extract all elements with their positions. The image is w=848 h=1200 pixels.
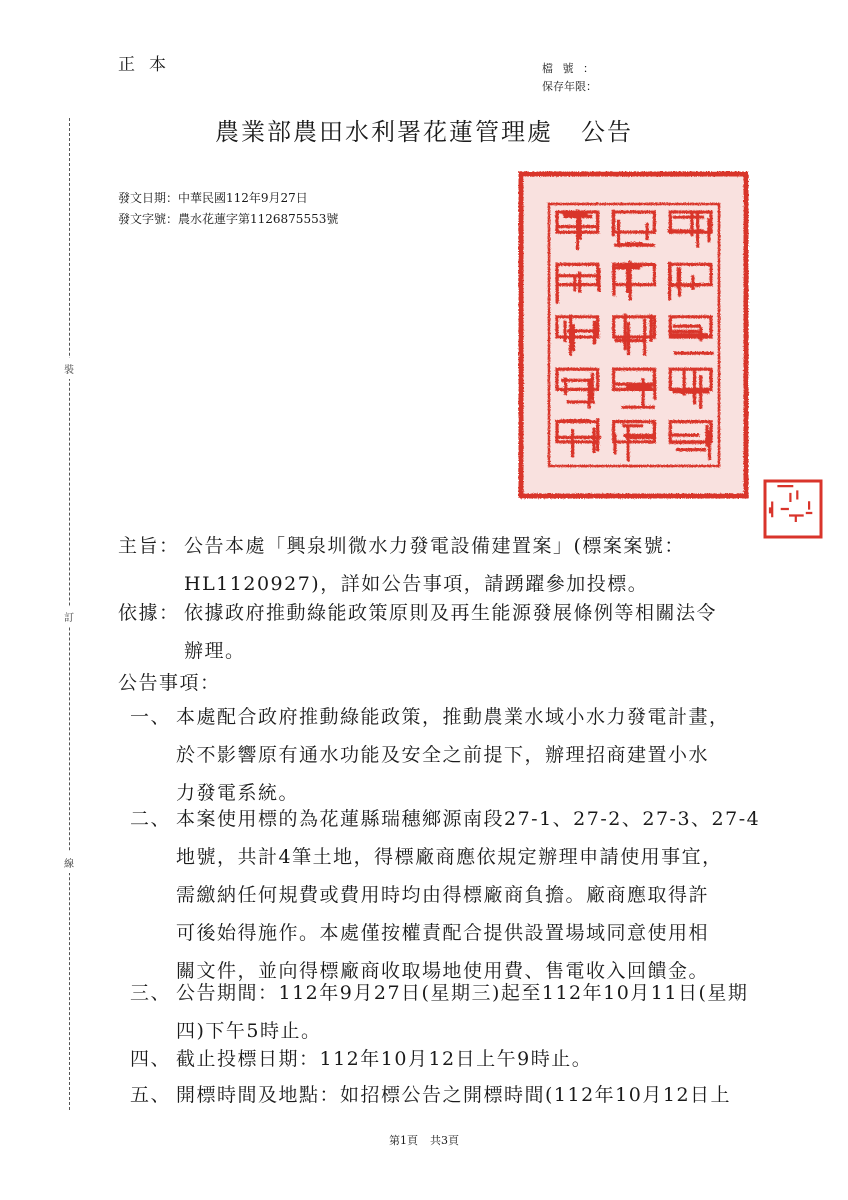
item-line: 開標時間及地點：如招標公告之開標時間(112年10月12日上: [176, 1084, 732, 1106]
page-number: 第1頁: [389, 1134, 418, 1147]
document-type: 公告: [581, 118, 633, 146]
archive-number-label: 檔號：: [542, 62, 594, 75]
archive-number-row: [542, 60, 594, 78]
binding-char-ding: 訂: [62, 606, 76, 627]
retention-period-row: [542, 78, 597, 96]
item-line: 公告期間：112年9月27日(星期三)起至112年10月11日(星期: [176, 982, 749, 1004]
binding-char-xian: 線: [62, 852, 76, 873]
item-line: 四)下午5時止。: [176, 1020, 322, 1042]
basis-label: 依據：: [118, 602, 180, 624]
item-number: 五、: [130, 1084, 172, 1106]
item-line: 關文件，並向得標廠商收取場地使用費、售電收入回饋金。: [176, 960, 710, 982]
original-copy-mark: 正本: [118, 55, 180, 75]
notice-item-5: [130, 1076, 780, 1114]
item-number: 二、: [130, 808, 172, 830]
item-line: 截止投標日期：112年10月12日上午9時止。: [176, 1048, 593, 1070]
item-line: 力發電系統。: [176, 782, 300, 804]
item-line: 地號，共計4筆土地，得標廠商應依規定辦理申請使用事宜，: [176, 846, 723, 868]
notice-item-3: [130, 974, 780, 1050]
item-line: 本案使用標的為花蓮縣瑞穗鄉源南段27-1、27-2、27-3、27-4: [176, 808, 761, 830]
official-seal-glyphs: [519, 172, 748, 498]
notice-item-1: [130, 698, 780, 812]
document-title: [0, 112, 848, 147]
item-number: 三、: [130, 982, 172, 1004]
retention-period-label: 保存年限：: [542, 80, 597, 93]
item-number: 一、: [130, 706, 172, 728]
basis-line-2: 辦理。: [184, 640, 246, 662]
issue-number: 發文字號：農水花蓮字第1126875553號: [118, 212, 339, 226]
issue-meta: [118, 188, 338, 230]
notice-item-4: [130, 1040, 780, 1078]
notice-item-2: [130, 800, 780, 990]
archive-info: [542, 60, 597, 96]
subject-paragraph: [118, 527, 778, 603]
issuing-organization: 農業部農田水利署花蓮管理處: [215, 118, 553, 146]
page-total: 共3頁: [430, 1134, 459, 1147]
basis-paragraph: [118, 594, 778, 670]
basis-line-1: 依據政府推動綠能政策原則及再生能源發展條例等相關法令: [184, 602, 718, 624]
notice-heading: 公告事項：: [118, 672, 221, 694]
subject-label: 主旨：: [118, 535, 180, 557]
official-seal: [515, 168, 752, 502]
binding-char-zhuang: 裝: [62, 358, 76, 379]
item-line: 需繳納任何規費或費用時均由得標廠商負擔。廠商應取得許: [176, 884, 710, 906]
issue-date: 發文日期：中華民國112年9月27日: [118, 191, 308, 205]
item-number: 四、: [130, 1048, 172, 1070]
page-footer: [0, 1132, 848, 1148]
item-line: 可後始得施作。本處僅按權責配合提供設置場域同意使用相: [176, 922, 710, 944]
item-line: 於不影響原有通水功能及安全之前提下，辦理招商建置小水: [176, 744, 710, 766]
subject-line-1: 公告本處「興泉圳微水力發電設備建置案」(標案案號：: [184, 535, 685, 557]
item-line: 本處配合政府推動綠能政策，推動農業水域小水力發電計畫，: [176, 706, 730, 728]
subject-line-2: HL1120927)，詳如公告事項，請踴躍參加投標。: [184, 573, 649, 595]
